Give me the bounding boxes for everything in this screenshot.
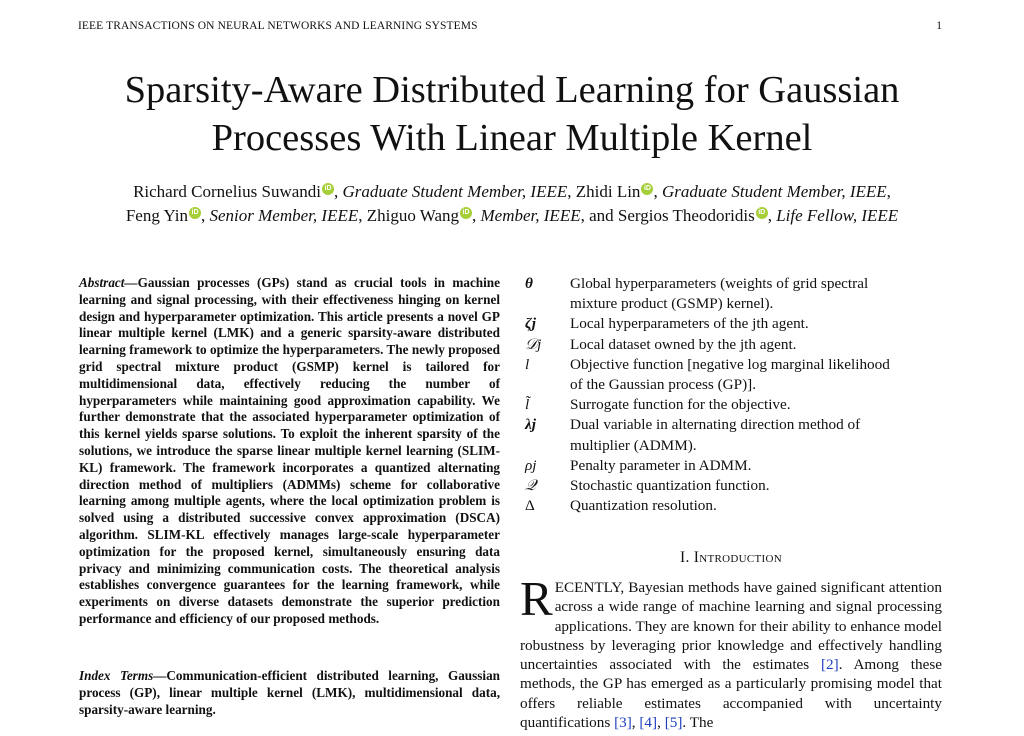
nomenclature-desc: Penalty parameter in ADMM. xyxy=(570,456,752,474)
nomenclature-row xyxy=(525,456,945,476)
author-name: Feng Yin xyxy=(125,206,189,225)
dropcap: R xyxy=(520,571,553,626)
author-list: Richard Cornelius Suwandi iD , Graduate Student Member, IEEE, Zhidi Lin iD , Graduate Student Member, IEEE, Feng Yin iD , Senior Member, IEEE, Zhiguo Wang iD , Member, IEEE, and Sergios Theodoridis iD , Life Fellow, IEEE xyxy=(125,182,899,225)
orcid-icon[interactable]: iD xyxy=(460,207,472,219)
nomenclature-row xyxy=(525,314,945,334)
citation-link[interactable]: [3] xyxy=(614,714,632,732)
nomenclature-list xyxy=(525,274,945,516)
intro-text-2: . Among these methods, the GP has emerged as a particularly promising model that offers reliable estimates accompanied with uncertainty quantifications xyxy=(520,656,942,732)
nomenclature-symbol: Δ xyxy=(525,497,535,515)
nomenclature-symbol: l̃ xyxy=(525,396,530,414)
citation-link[interactable]: [4] xyxy=(639,714,658,732)
nomenclature-row xyxy=(525,355,945,395)
page-number: 1 xyxy=(936,20,942,32)
nomenclature-symbol: 𝒬 xyxy=(525,477,536,495)
author-role: Member, IEEE xyxy=(480,206,581,225)
citation-link[interactable]: [2] xyxy=(820,656,839,674)
nomenclature-symbol: l xyxy=(525,355,530,373)
author-name: Zhiguo Wang xyxy=(366,206,460,225)
index-terms-text: Communication-efficient distributed learning, Gaussian process (GP), linear multiple kernel (LMK), multidimensional data, sparsity-aware learning. xyxy=(79,668,501,717)
index-terms xyxy=(79,668,500,718)
nomenclature-row xyxy=(525,496,945,516)
author-name: Richard Cornelius Suwandi xyxy=(133,182,321,201)
orcid-icon[interactable]: iD xyxy=(322,183,334,195)
nomenclature-symbol: θ xyxy=(525,275,533,292)
intro-text-3: . The xyxy=(682,714,714,732)
orcid-icon[interactable]: iD xyxy=(189,207,201,219)
nomenclature-desc: Dual variable in alternating direction method of multiplier (ADMM). xyxy=(570,416,861,454)
nomenclature-desc: Local hyperparameters of the jth agent. xyxy=(570,315,809,333)
abstract xyxy=(79,275,500,628)
nomenclature-desc: Surrogate function for the objective. xyxy=(570,396,791,414)
introduction-text: RECENTLY, Bayesian methods have gained significant attention across a wide range of machine learning and signal processing applications. They are known for their ability to enhance model robustness by leveraging prior knowledge and effectively handling uncertainties associated with the estimates [2]. Among these methods, the GP has emerged as a particularly promising model that offers reliable estimates accompanied with uncertainty quantifications [3], [4], [5]. The xyxy=(520,571,942,732)
paper-title xyxy=(0,66,1024,162)
nomenclature-symbol: 𝒟j xyxy=(525,335,542,353)
nomenclature-desc: Global hyperparameters (weights of grid spectral mixture product (GSMP) kernel). xyxy=(570,275,869,313)
nomenclature-row xyxy=(525,274,945,314)
nomenclature-symbol: ζj xyxy=(525,315,536,333)
intro-text-1: ECENTLY, Bayesian methods have gained significant attention across a wide range of machine learning and signal processing applications. They are known for their ability to enhance model robustness by leveraging prior knowledge and effectively handling uncertainties associated with the estimates xyxy=(520,579,942,674)
author-connector: and xyxy=(589,206,614,225)
nomenclature-row xyxy=(525,476,945,496)
orcid-icon[interactable]: iD xyxy=(641,183,653,195)
author-role: Graduate Student Member, IEEE xyxy=(342,182,568,201)
author-role: Senior Member, IEEE xyxy=(209,206,359,225)
nomenclature-row xyxy=(525,415,945,455)
abstract-text: Gaussian processes (GPs) stand as crucial tools in machine learning and signal processing, with their effectiveness hinging on kernel design and hyperparameter optimization. This article presents a novel GP linear multiple kernel (LMK) and a generic sparsity-aware distributed learning framework to optimize the hyperparameters. The newly proposed grid spectral mixture product (GSMP) kernel is tailored for multidimensional data, effectively reducing the number of hyperparameters while maintaining good approximation capability. We further demonstrate that the associated hyperparameter optimization of this kernel yields sparse solutions. To exploit the inherent sparsity of the solutions, we introduce the sparse linear multiple kernel learning (SLIM-KL) framework. The framework incorporates a quantized alternating direction method of multipliers (ADMMs) scheme for collaborative learning among multiple agents, where the local optimization problem is solved using a distributed successive convex approximation (DSCA) algorithm. SLIM-KL effectively manages large-scale hyperparameter optimization for the proposed kernel, simultaneously ensuring data privacy and minimizing communication costs. The theoretical analysis establishes convergence guarantees for the learning framework, while experiments on diverse datasets demonstrate the superior prediction performance and efficiency of our proposed methods. xyxy=(79,275,500,626)
nomenclature-desc: Local dataset owned by the jth agent. xyxy=(570,335,797,353)
orcid-icon[interactable]: iD xyxy=(756,207,768,219)
citation-link[interactable]: [5] xyxy=(664,714,683,732)
author-role: Life Fellow, IEEE xyxy=(776,206,899,225)
title-line-1: Sparsity-Aware Distributed Learning for Gaussian xyxy=(124,69,900,111)
index-terms-lead: Index Terms— xyxy=(79,668,167,683)
author-name: Zhidi Lin xyxy=(575,182,641,201)
author-name: Sergios Theodoridis xyxy=(617,206,755,225)
nomenclature-desc: Stochastic quantization function. xyxy=(570,477,770,495)
author-role: Graduate Student Member, IEEE xyxy=(661,182,887,201)
abstract-lead: Abstract— xyxy=(79,275,138,290)
running-header: IEEE TRANSACTIONS ON NEURAL NETWORKS AND LEARNING SYSTEMS xyxy=(78,20,478,32)
nomenclature-symbol: λj xyxy=(525,416,536,434)
nomenclature-desc: Objective function [negative log marginal likelihood of the Gaussian process (GP)]. xyxy=(570,355,890,394)
section-heading: I. Introduction xyxy=(679,549,782,566)
nomenclature-row xyxy=(525,335,945,355)
title-line-2: Processes With Linear Multiple Kernel xyxy=(211,117,813,159)
nomenclature-desc: Quantization resolution. xyxy=(570,497,717,515)
nomenclature-row xyxy=(525,395,945,415)
nomenclature-symbol: ρj xyxy=(525,456,537,474)
